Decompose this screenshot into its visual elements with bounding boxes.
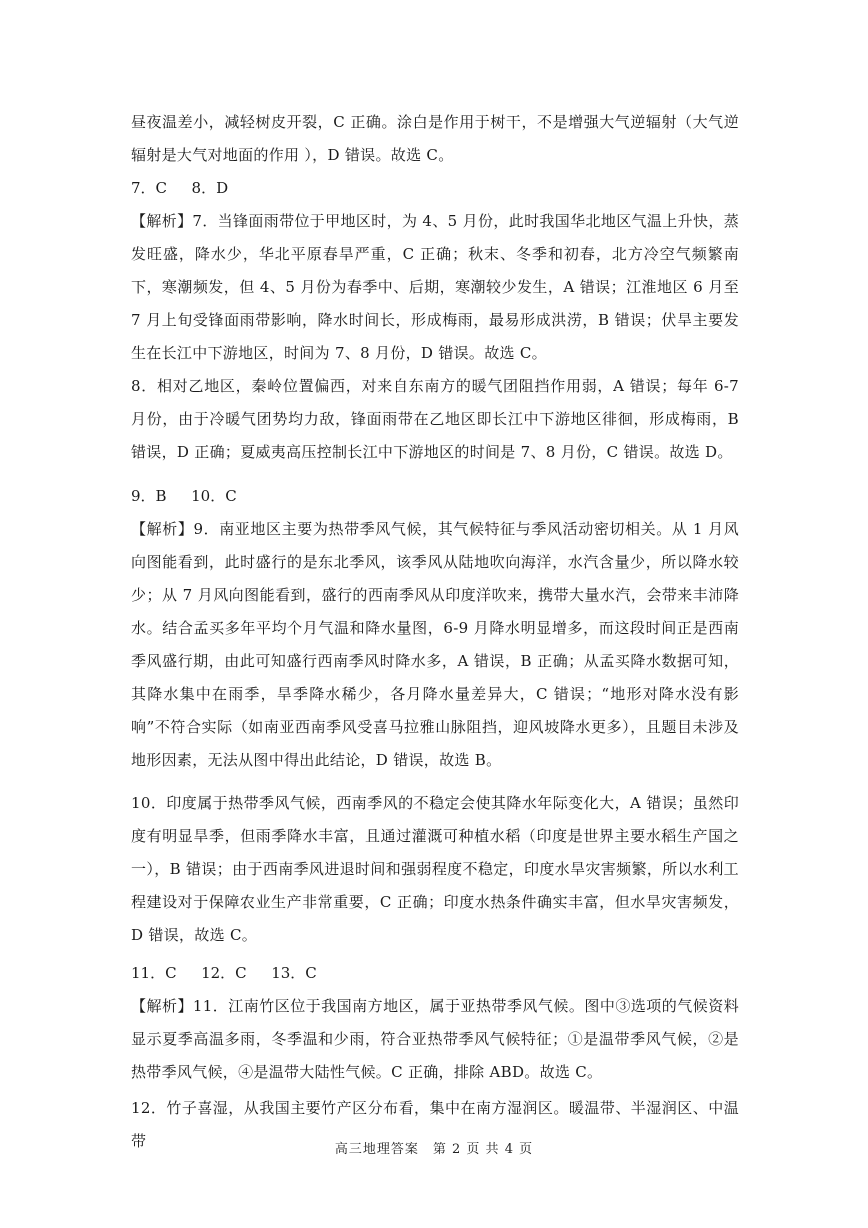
answer-line-11-13: 11．C 12．C 13．C xyxy=(131,964,317,982)
analysis-7: 【解析】7．当锋面雨带位于甲地区时，为 4、5 月份，此时我国华北地区气温上升快，蒸发旺盛，降水少，华北平原春旱严重，C 正确；秋末、冬季和初春，北方冷空气频繁南下，寒潮频发，但 4、5 月份为春季中、后期，寒潮较少发生，A 错误；江淮地区 6 月至 7 月上旬受锋面雨带影响，降水时间长，形成梅雨，最易形成洪涝，B 错误；伏旱主要发生在长江中下游地区，时间为 7、8 月份，D 错误。故选 C。 xyxy=(131,212,739,362)
analysis-9: 【解析】9．南亚地区主要为热带季风气候，其气候特征与季风活动密切相关。从 1 月风向图能看到，此时盛行的是东北季风，该季风从陆地吹向海洋，水汽含量少，所以降水较少；从 7 月风向图能看到，盛行的西南季风从印度洋吹来，携带大量水汽，会带来丰沛降水。结合孟买多年平均个月气温和降水量图，6-9 月降水明显增多，而这段时间正是西南季风盛行期，由此可知盛行西南季风时降水多，A 错误，B 正确；从孟买降水数据可知，其降水集中在雨季，旱季降水稀少，各月降水量差异大，C 错误；“地形对降水没有影响”不符合实际（如南亚西南季风受喜马拉雅山脉阻挡，迎风坡降水更多），且题目未涉及地形因素，无法从图中得出此结论，D 错误，故选 B。 xyxy=(131,520,739,769)
analysis-12: 12．竹子喜湿，从我国主要竹产区分布看，集中在南方湿润区。暖温带、半湿润区、中温带 xyxy=(131,1099,739,1150)
analysis-11: 【解析】11．江南竹区位于我国南方地区，属于亚热带季风气候。图中③选项的气候资料显示夏季高温多雨，冬季温和少雨，符合亚热带季风气候特征；①是温带季风气候，②是热带季风气候，④是温带大陆性气候。C 正确，排除 ABD。故选 C。 xyxy=(131,997,739,1081)
analysis-10: 10．印度属于热带季风气候，西南季风的不稳定会使其降水年际变化大，A 错误；虽然印度有明显旱季，但雨季降水丰富，且通过灌溉可种植水稻（印度是世界主要水稻生产国之一），B 错误；由于西南季风进退时间和强弱程度不稳定，印度水旱灾害频繁，所以水利工程建设对于保障农业生产非常重要，C 正确；印度水热条件确实丰富，但水旱灾害频发，D 错误，故选 C。 xyxy=(131,794,739,944)
answer-line-9-10: 9．B 10．C xyxy=(131,487,237,505)
page-footer: 高三地理答案 第 2 页 共 4 页 xyxy=(334,1142,534,1157)
paragraph-continuation: 昼夜温差小，减轻树皮开裂，C 正确。涂白是作用于树干，不是增强大气逆辐射（大气逆辐射是大气对地面的作用 ），D 错误。故选 C。 xyxy=(131,113,739,164)
answer-line-7-8: 7．C 8．D xyxy=(131,179,229,197)
analysis-8: 8．相对乙地区，秦岭位置偏西，对来自东南方的暖气团阻挡作用弱，A 错误；每年 6-7 月份，由于冷暖气团势均力敌，锋面雨带在乙地区即长江中下游地区徘徊，形成梅雨，B 错误，D 正确；夏威夷高压控制长江中下游地区的时间是 7、8 月份，C 错误。故选 D。 xyxy=(131,377,739,461)
